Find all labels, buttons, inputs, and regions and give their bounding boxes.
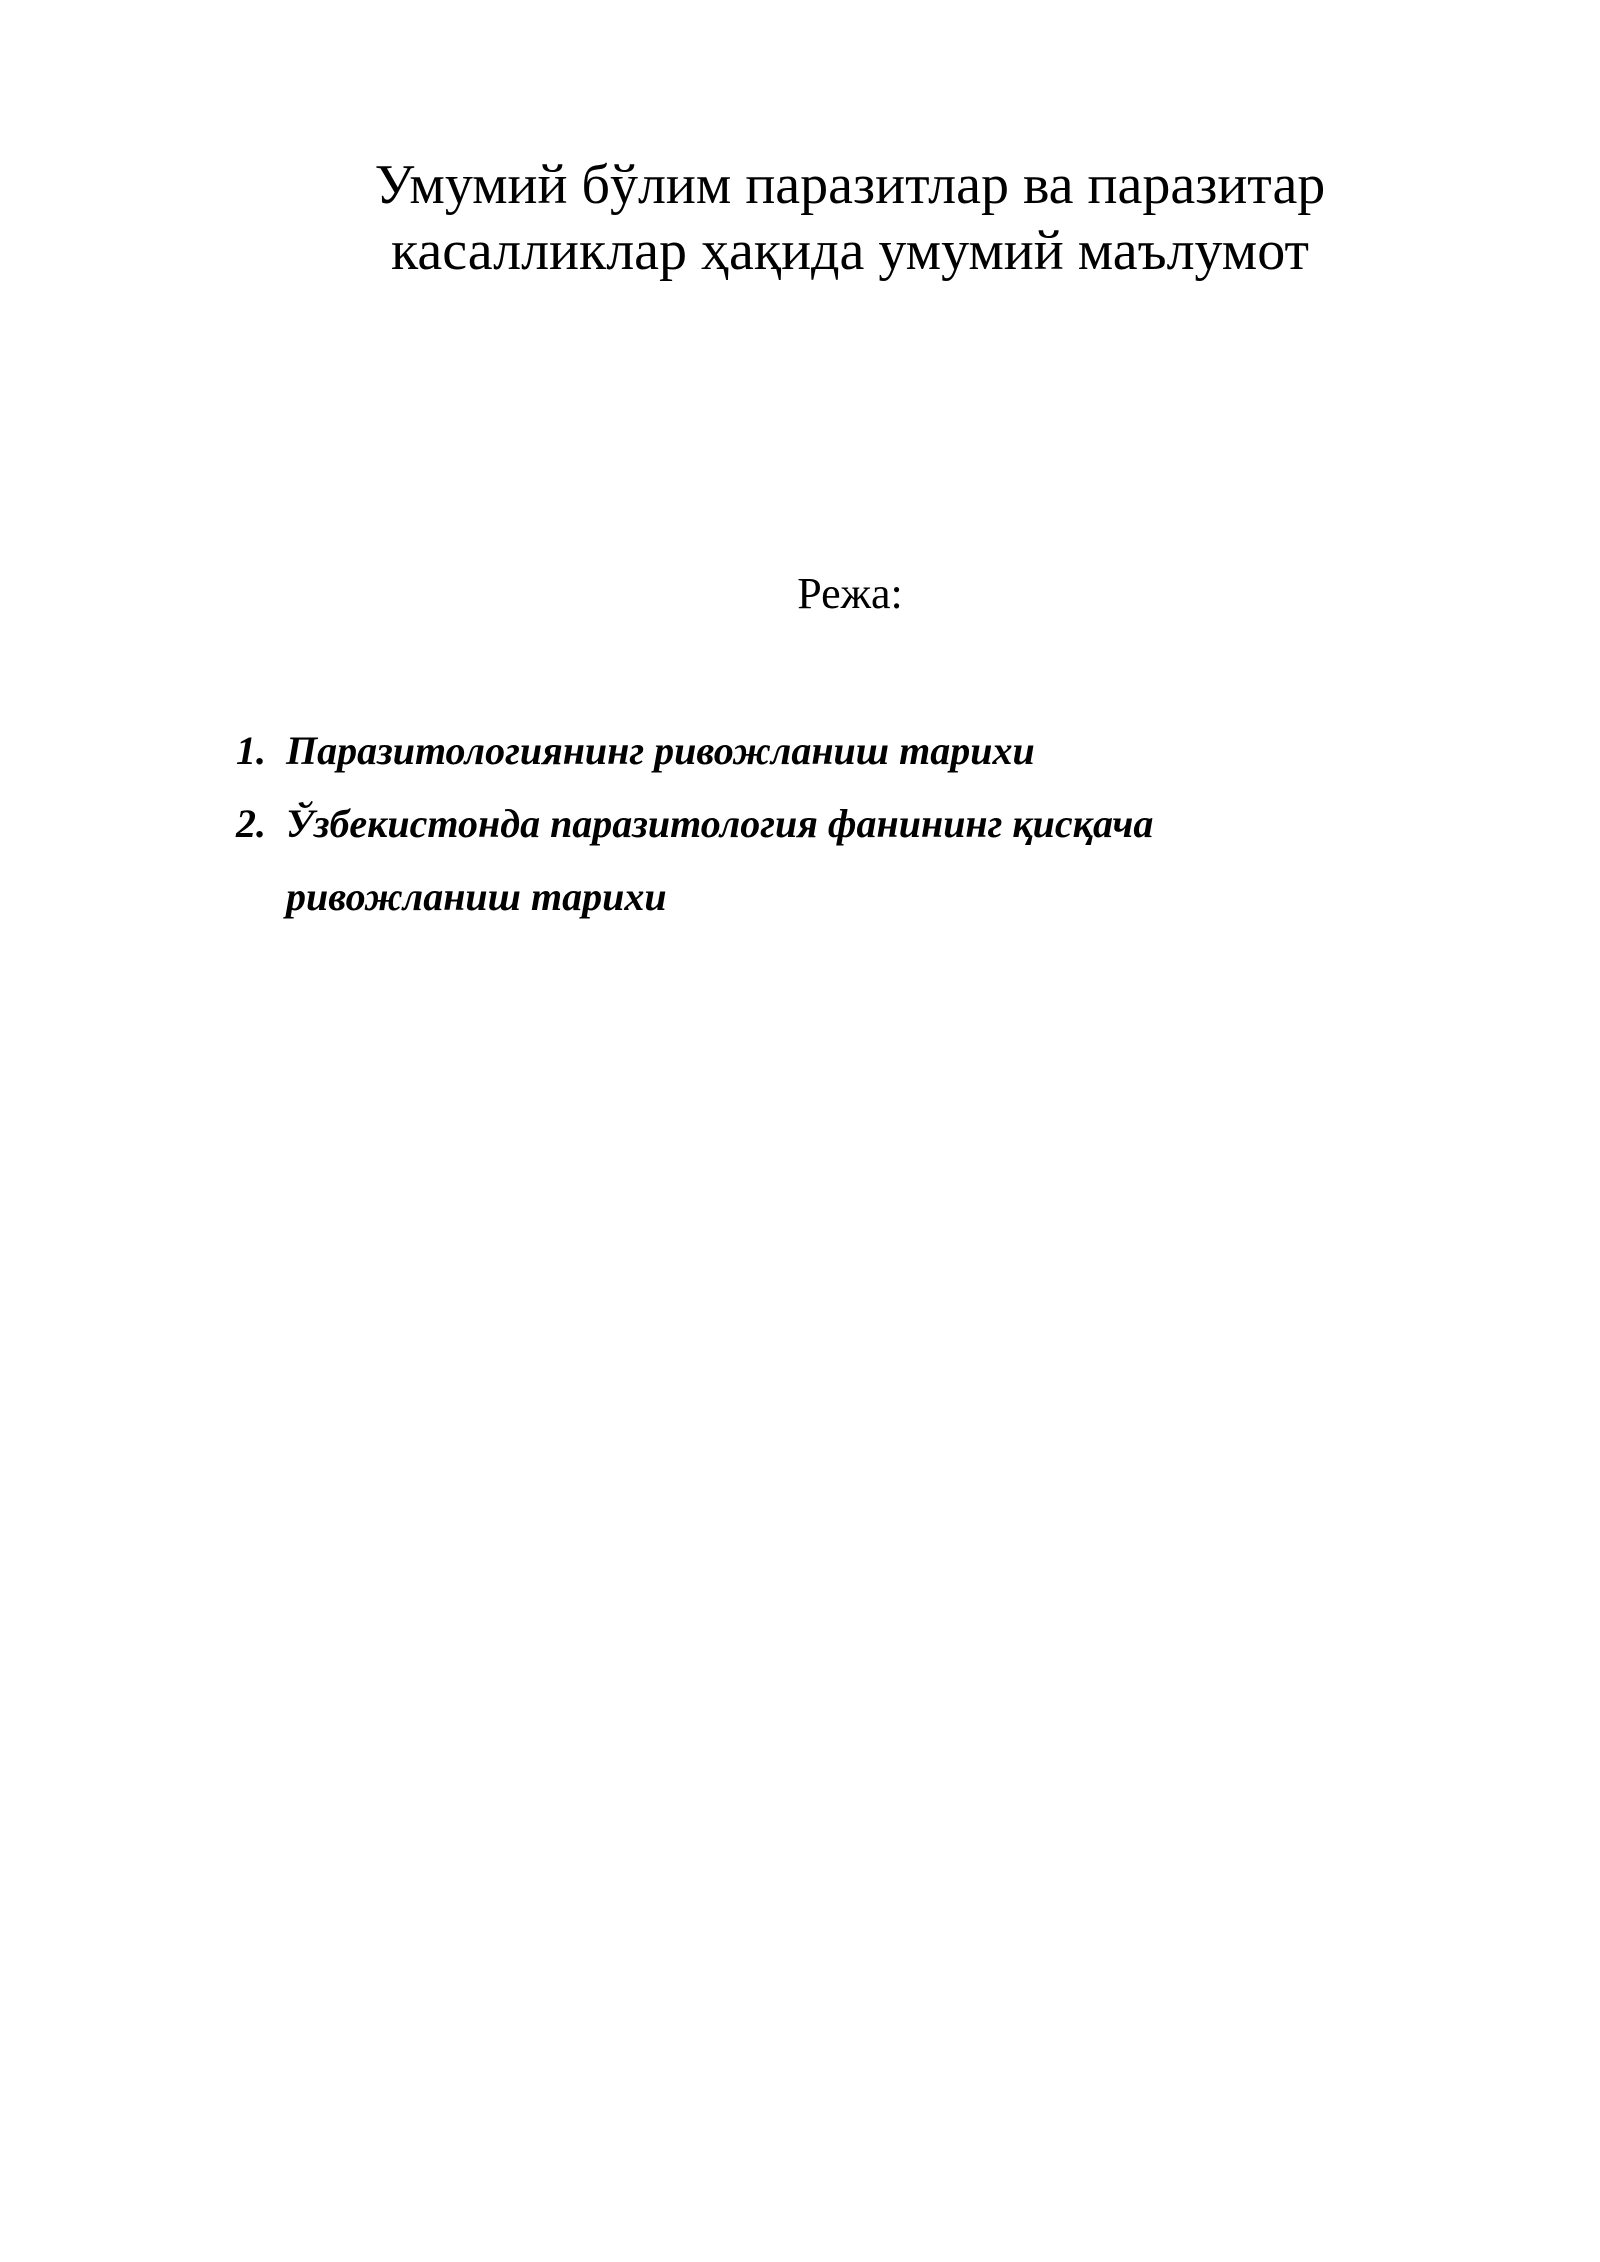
- document-title: [260, 152, 1440, 284]
- plan-item-text: Паразитологиянинг ривожланиш тарихи: [286, 728, 1035, 773]
- plan-item-text: Ўзбекистонда паразитология фанининг қисқача ривожланиш тарихи: [286, 801, 1154, 919]
- plan-item-number: 1.: [236, 728, 266, 773]
- plan-item-2: [236, 787, 1306, 933]
- title-line-1: Умумий бўлим паразитлар ва паразитар: [374, 154, 1326, 216]
- plan-heading: Режа:: [797, 569, 903, 618]
- plan-item-number: 2.: [236, 801, 266, 846]
- plan-list: [236, 714, 1416, 933]
- title-line-2: касалликлар ҳақида умумий маълумот: [391, 220, 1309, 282]
- plan-item-1: [236, 714, 1416, 787]
